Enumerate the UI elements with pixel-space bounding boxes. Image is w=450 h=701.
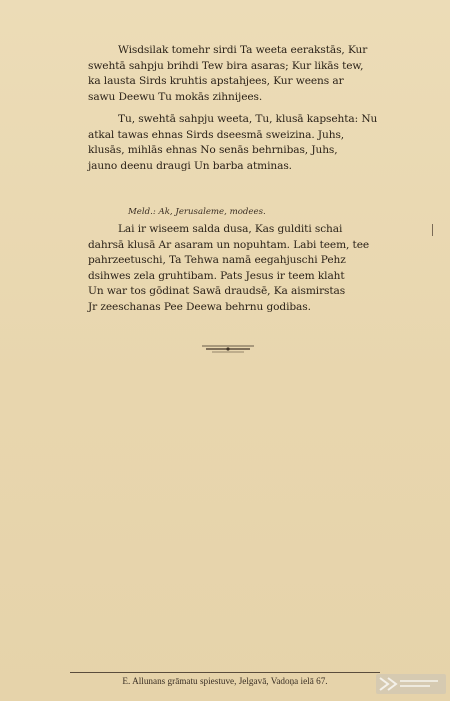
hymn-line: dahrsā klusā Ar asaram un nopuhtam. Labi teem, tee: [88, 238, 370, 251]
hymn-line: dsihwes zela gruhtibam. Pats Jesus ir teem klaht: [88, 269, 345, 282]
stanza-a-line: Wisdsilak tomehr sirdi Ta weeta eerakstās, Kur: [118, 44, 368, 56]
ornament-divider: [200, 343, 256, 355]
margin-mark: [432, 224, 433, 236]
stanza-a-line: ka lausta Sirds kruhtis apstahjees, Kur weens ar: [88, 75, 344, 88]
footer-rule: [70, 672, 380, 673]
stanza-b-line: Tu, swehtā sahpju weeta, Tu, klusā kapsehta: Nu: [118, 113, 378, 125]
stanza-b-line: klusās, mihlās ehnas No senās behrnibas, Juhs,: [88, 144, 338, 157]
stanza-a-line: swehtā sahpju brihdi Tew bira asaras; Kur likās tew,: [88, 59, 364, 72]
stanza-b-line: jauno deenu draugi Un barba atminas.: [88, 159, 292, 172]
library-watermark-logo: [376, 672, 446, 696]
hymn-line: Lai ir wiseem salda dusa, Kas gulditi schai: [118, 223, 343, 235]
hymn-line: Jr zeeschanas Pee Deewa behrnu godibas.: [88, 300, 311, 313]
hymn-line: Un war tos gōdinat Sawā draudsē, Ka aismirstas: [88, 285, 346, 298]
hymn-line: pahrzeetuschi, Ta Tehwa namā eegahjuschi Pehz: [88, 254, 346, 267]
printer-imprint: E. Allunans grāmatu spiestuve, Jelgavā, Vadoņa ielā 67.: [122, 676, 328, 686]
stanza-a: [88, 43, 388, 105]
stanza-b: [88, 112, 388, 174]
melody-note: Meld.: Ak, Jerusaleme, modees.: [128, 207, 266, 217]
stanza-a-line: sawu Deewu Tu mokās zihnijees.: [88, 90, 263, 103]
hymn-stanza: [88, 222, 388, 316]
stanza-b-line: atkal tawas ehnas Sirds dseesmā sweizina. Juhs,: [88, 128, 345, 141]
